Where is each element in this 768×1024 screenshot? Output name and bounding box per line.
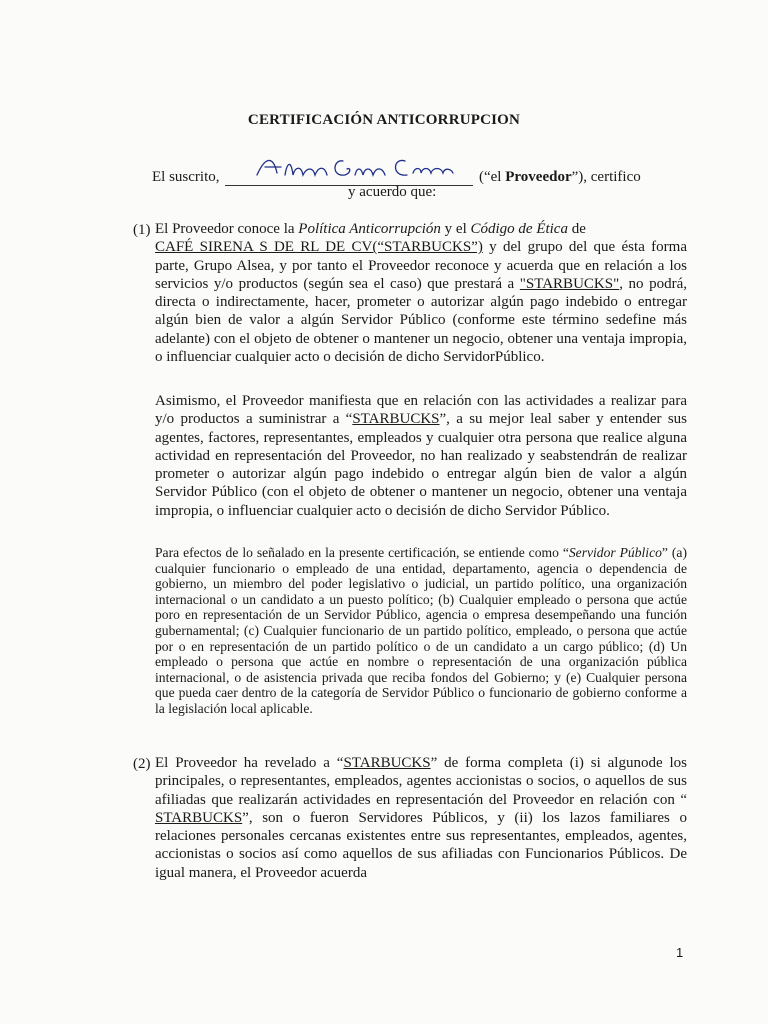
item-number-2: (2) [133,756,151,772]
text-span: ”, son o fueron Servidores Públicos, y (ii) los lazos familiares o relaciones personales cercanas existentes entre sus representantes, empleados, agentes, accionistas o socios así como aquellos de sus afiliadas con Funcionarios Públicos. De igual manera, el Proveedor acuerda [155,809,687,881]
company-name: CAFÉ SIRENA S DE RL DE CV(“STARBUCKS”) [155,239,483,256]
intro-proveedor: Proveedor [505,169,572,185]
text-span: ” de forma completa (i) si algunode los principales, o representantes, empleados, agentes accionistas o socios, o aquellos de sus afiliadas que realizarán actividades en representación del Proveedor en relación con “ [155,755,687,808]
intro-quote-open: (“el [479,169,506,185]
text-span: ”, a su mejor leal saber y entender sus agentes, factores, representantes, empleados y cualquier otra persona que realice alguna actividad en representación del Proveedor, no han realizado y seabstendrán de realizar prometer o autorizar algún pago indebido o entregar algún bien de valor a algún Servidor Público (con el objeto de obtener o mantener un negocio, obtener una ventaja impropia, o influenciar cualquier acto o decisión de dicho Servidor Público. [155,411,687,519]
text-span: El Proveedor conoce la [155,221,299,237]
item-2-paragraph-1 [155,754,687,882]
text-span: Asimismo, el Proveedor manifiesta que en relación con las actividades a realizar para y/o productos a suministrar a “ [155,393,687,428]
text-span: El Proveedor ha revelado a “ [155,755,344,771]
text-span: , no podrá, directa o indirectamente, hacer, prometer o autorizar algún pago indebido o entregar algún bien de valor a algún Servidor Público (conforme este término sedefine más adelante) con el objeto de obtener o mantener un negocio, obtener una ventaja impropia, o influenciar cualquier acto o decisión de dicho ServidorPúblico. [155,275,688,366]
document-title: CERTIFICACIÓN ANTICORRUPCION [247,112,521,128]
text-span: Para efectos de lo señalado en la presente certificación, se entiende como “ [155,545,569,560]
item-1-paragraph-1 [155,220,687,366]
starbucks-name: STARBUCKS [155,809,243,826]
item-1-paragraph-2 [155,392,687,520]
intro-quote-close: ”), certifico [571,169,641,185]
item-number-1: (1) [133,222,151,238]
servidor-publico-term: Servidor Público [568,545,662,560]
starbucks-name: "STARBUCKS" [519,275,620,292]
text-span: y del grupo del que ésta forma parte, Grupo Alsea, y por tanto el Proveedor reconoce y acuerda que en relación a los servicios y/o productos (según sea el caso) que prestará a [155,239,687,292]
handwritten-signature [255,153,455,183]
text-span: ” (a) cualquier funcionario o empleado de una entidad, departamento, agencia o dependencia de gobierno, un miembro del poder legislativo o judicial, un partido político, una organización internacional o un candidato a un puesto político; (b) Cualquier empleado o persona que actúe poro en representación de un Servidor Público, agencia o empresa desempeñando una función gubernamental; (c) Cualquier funcionario de un partido político, empleado, o persona que actúe por o en representación de un partido político o de un candidato a un cargo público; (d) Un empleado o persona que actúe en nombre o representación de una organización pública internacional, o de asistencia privada que reciba fondos del Gobierno; y (e) Cualquier persona que pueda caer dentro de la categoría de Servidor Público o funcionario de gobierno conforme a la legislación local aplicable. [155,545,687,716]
starbucks-name: STARBUCKS [343,755,431,771]
text-span: de [567,221,586,237]
text-span: y el [440,221,471,237]
page-number: 1 [676,945,684,960]
intro-line-2: y acuerdo que: [348,184,437,200]
codigo-etica-text: Código de Ética [470,221,568,237]
item-1-paragraph-3 [155,545,687,717]
intro-prefix: El suscrito, [152,169,220,185]
starbucks-name: STARBUCKS [352,411,440,428]
politica-anticorrupcion-text: Política Anticorrupción [298,221,441,237]
